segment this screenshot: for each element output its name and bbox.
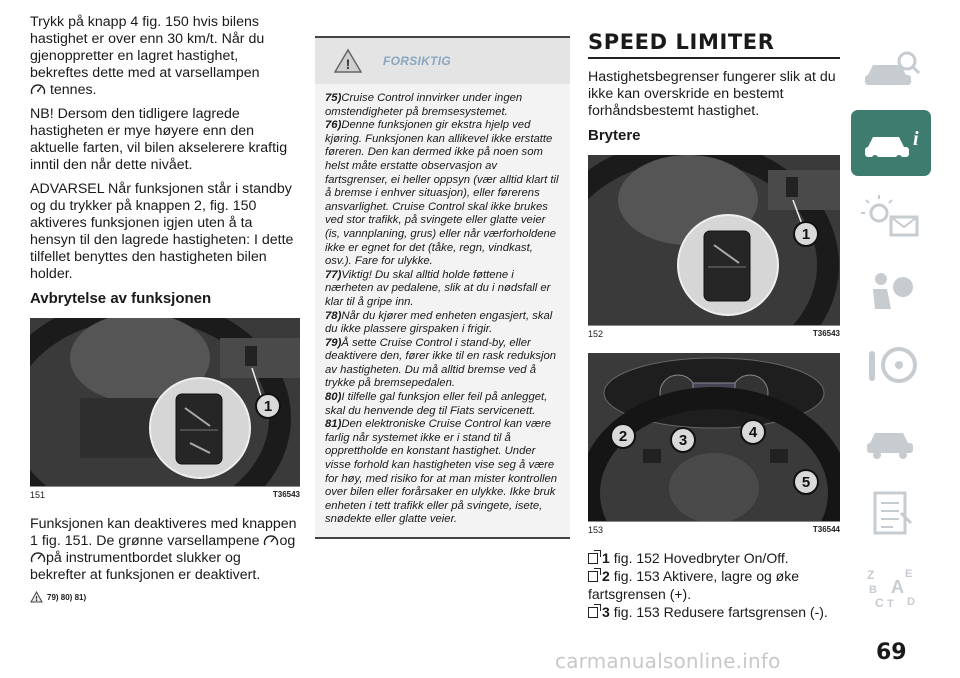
sidebar-item-car-info[interactable] [851, 110, 931, 176]
caution-item-number: 80) [325, 391, 342, 404]
warning-triangle-icon [333, 48, 363, 74]
warning-lights-icon [861, 195, 921, 239]
callout-5: 5 [793, 469, 819, 495]
caution-item [325, 310, 560, 337]
svg-text:!: ! [345, 56, 351, 72]
caution-item [325, 391, 560, 418]
caution-box [315, 36, 570, 539]
callout-2: 2 [610, 423, 636, 449]
page-number: 69 [876, 640, 907, 665]
cruise-control-icon [30, 83, 46, 97]
caution-item [325, 418, 560, 527]
sidebar-item-car-service[interactable] [851, 406, 931, 472]
right-column [588, 30, 840, 621]
section-title-speed-limiter: SPEED LIMITER [588, 30, 840, 59]
figure-151-caption [30, 486, 300, 500]
steering-key-icon [861, 343, 921, 387]
checkbox-icon [588, 571, 598, 582]
caution-item-number: 75) [325, 92, 342, 104]
caution-item [325, 119, 560, 269]
chapter-sidebar [851, 36, 931, 628]
speed-limiter-intro: Hastighetsbegrenser fungerer slik at du ikke kan overskride en bestemt forhåndsbestemt hastighet. [588, 69, 836, 119]
list-item: 1 fig. 152 Hovedbryter On/Off. [588, 549, 840, 567]
switch-list [588, 549, 840, 621]
figure-code: T36543 [272, 490, 300, 499]
figure-153 [588, 353, 840, 521]
caution-item-text: Den elektroniske Cruise Control kan være farlig når systemet ikke er i stand til å opprettholde en konstant hastighet. Under visse forhold kan hastigheten vise seg å være for høy, med risiko for at man mister kontrollen over bilen eller forårsaker en ulykke. Ikke bruk enheten i tett trafikk eller på svingete, isete, snødekte eller glatte veier. [325, 418, 558, 526]
figure-152 [588, 155, 840, 325]
note-paragraph: NB! Dersom den tidligere lagrede hastigheten er mye høyere enn den aktuelle farten, vil bilen akselerere kraftig inntil den når dette nivået. [30, 106, 288, 173]
watermark: carmanualsonline.info [555, 649, 781, 673]
index-letter: E [905, 568, 913, 580]
index-letter: T [887, 598, 894, 609]
callout-1: 1 [793, 221, 819, 247]
airbag-person-icon [861, 269, 921, 313]
index-letter: D [907, 596, 915, 608]
warning-references: ! 79) 80) 81) [30, 591, 300, 603]
document-list-icon [861, 491, 921, 535]
callout-3: 3 [670, 427, 696, 453]
caution-item [325, 269, 560, 310]
figure-code: T36543 [812, 329, 840, 338]
caution-item-number: 76) [325, 119, 342, 132]
figure-number: 152 [588, 329, 604, 339]
index-letter: B [869, 584, 877, 596]
index-letters-icon [861, 565, 921, 609]
figure-153-caption [588, 521, 840, 535]
caution-item-text: Cruise Control innvirker under ingen omstendigheter på bremsesystemet. [325, 92, 523, 118]
dash-display: 888 [704, 387, 724, 398]
sidebar-item-steering[interactable] [851, 332, 931, 398]
index-letter: A [891, 577, 904, 597]
deactivate-paragraph: Funksjonen kan deaktiveres med knappen 1 fig. 151. De grønne varsellampene ogpå instrumentbordet slukker og bekrefter at funksjonen er deaktivert. [30, 516, 297, 583]
sidebar-item-index[interactable] [851, 554, 931, 620]
figure-number: 151 [30, 490, 46, 500]
warning-paragraph: ADVARSEL Når funksjonen står i standby og du trykker på knappen 2, fig. 150 aktiveres funksjonen igjen uten å ta hensyn til den lagrede hastigheten: I dette tilfellet benyttes den hastigheten bilen holder. [30, 181, 294, 282]
caution-item-text: I tilfelle gal funksjon eller feil på anlegget, skal du henvende deg til Fiats servicenett. [325, 391, 548, 417]
caution-body [315, 84, 570, 537]
resume-paragraph: Trykk på knapp 4 fig. 150 hvis bilens hastighet er over enn 30 km/t. Når du gjenoppretter en lagret hastighet, bekreftes dette med at varsellampen tennes. [30, 14, 265, 98]
figure-number: 153 [588, 525, 604, 535]
list-item: 2 fig. 153 Aktivere, lagre og øke [588, 567, 840, 585]
warning-triangle-icon [30, 591, 43, 603]
index-letter: Z [867, 568, 875, 582]
figure-code: T36544 [812, 525, 840, 534]
car-service-icon [861, 417, 921, 461]
svg-text:i: i [913, 128, 919, 150]
callout-4: 4 [740, 419, 766, 445]
figure-151 [30, 318, 300, 486]
sidebar-item-warning-lights[interactable] [851, 184, 931, 250]
sidebar-item-airbag[interactable] [851, 258, 931, 324]
figure-152-caption [588, 325, 840, 339]
checkbox-icon [588, 607, 598, 618]
caution-item-number: 81) [325, 418, 342, 431]
sidebar-item-documents[interactable] [851, 480, 931, 546]
caution-item-text: Å sette Cruise Control i stand-by, eller deaktivere den, fører ikke til en rask reduksjon av hastigheten. Du må alltid bremse ved å trykke på bremsepedalen. [325, 336, 557, 390]
svg-text:!: ! [35, 596, 38, 603]
caution-header [315, 38, 570, 84]
caution-item-text: Når du kjører med enheten engasjert, skal du ikke plassere girspaken i frigir. [325, 309, 553, 336]
caution-item [325, 337, 560, 391]
checkbox-icon [588, 553, 598, 564]
cruise-control-icon [30, 551, 46, 565]
section-heading-switches: Brytere [588, 127, 641, 144]
sidebar-item-car-search[interactable] [851, 36, 931, 102]
car-info-icon [861, 121, 921, 165]
left-column [30, 14, 300, 603]
caution-item-text: Denne funksjonen gir ekstra hjelp ved kjøring. Funksjonen kan allikevel ikke erstatte føreren. Den kan dermed ikke på noen som helst måte erstatte observasjon av fartsgrenser, ei heller oppsyn (vær alltid klart til å bremse i enhver situasjon), eller førerens ansvarlighet. Cruise Control skal ikke brukes ved stor trafikk, på svingete eller glatte veier (is, vannplaning, grus) eller når værforholdene ikke er egnet for det (tåke, regn, vindkast, osv.). Fare for ulykke. [325, 119, 559, 268]
caution-title: FORSIKTIG [383, 54, 452, 68]
caution-item-number: 79) [325, 336, 342, 349]
index-letter: C [875, 596, 884, 609]
caution-item-number: 77) [325, 268, 342, 281]
caution-item [325, 92, 560, 119]
caution-item-text: Viktig! Du skal alltid holde føttene i nærheten av pedalene, slik at du i nødsfall er klar til å gripe inn. [325, 268, 551, 308]
list-item-continuation: fartsgrensen (+). [588, 586, 692, 602]
list-item: 3 fig. 153 Redusere fartsgrensen (-). [588, 603, 840, 621]
car-search-icon [861, 47, 921, 91]
section-heading-deactivate: Avbrytelse av funksjonen [30, 290, 212, 307]
cruise-control-icon [263, 534, 279, 548]
caution-item-number: 78) [325, 309, 342, 322]
callout-1: 1 [255, 393, 281, 419]
